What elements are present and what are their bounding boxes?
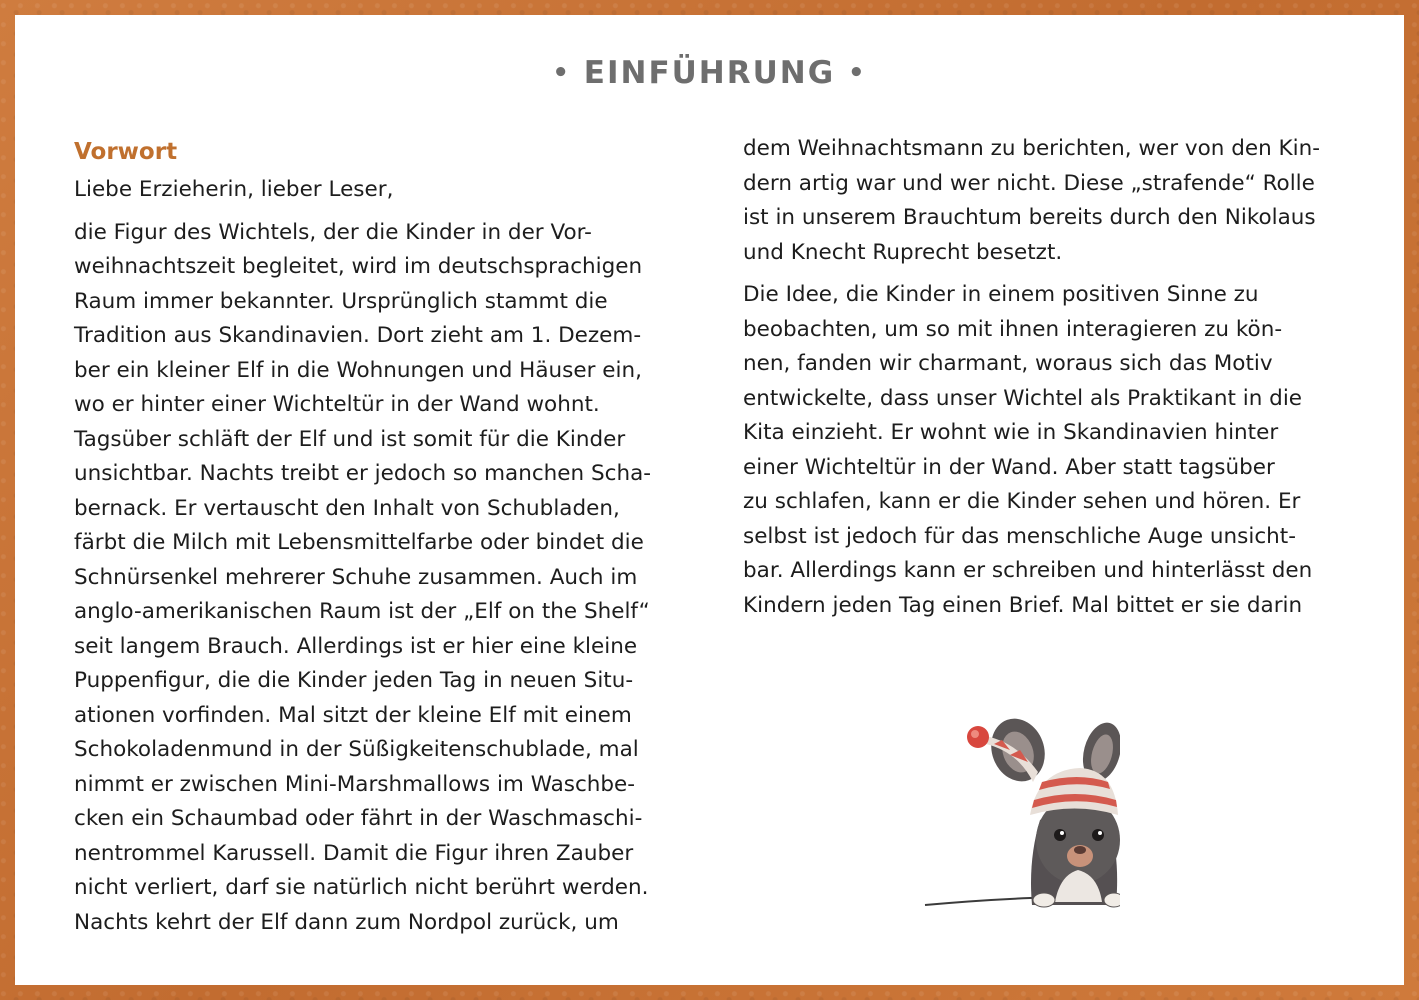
left-column xyxy=(74,135,689,948)
bullet-right: • xyxy=(847,58,867,88)
mouse-with-striped-hat-icon xyxy=(920,710,1120,915)
section-title: EINFÜHRUNG xyxy=(583,55,836,91)
section-heading xyxy=(15,55,1404,91)
salutation: Liebe Erzieherin, lieber Leser, xyxy=(74,177,394,202)
subheading-vorwort: Vorwort xyxy=(74,139,178,165)
body-paragraph-right-2: Die Idee, die Kinder in einem positiven Sinne zu beobachten, um so mit ihnen interagieren zu kön- nen, fanden wir charmant, woraus sich das Motiv entwickelte, dass unser Wichtel als Praktikant in die Kita einzieht. Er wohnt wie in Skandinavien hinter einer Wichteltür in der Wand. Aber statt tagsüber zu schlafen, kann er die Kinder sehen und hören. Er selbst ist jedoch für das menschliche Auge unsicht- bar. Allerdings kann er schreiben und hinterlässt den Kindern jeden Tag einen Brief. Mal bittet er sie darin xyxy=(743,282,1313,618)
body-paragraph-right-1: dem Weihnachtsmann zu berichten, wer von den Kin- dern artig war und wer nicht. Diese „strafende“ Rolle ist in unserem Brauchtum bereits durch den Nikolaus und Knecht Ruprecht besetzt. xyxy=(743,136,1321,265)
bullet-left: • xyxy=(552,58,571,88)
right-column xyxy=(743,132,1363,631)
page-card xyxy=(15,15,1404,985)
body-paragraph-left: die Figur des Wichtels, der die Kinder in der Vor- weihnachtszeit begleitet, wird im deutschsprachigen Raum immer bekannter. Ursprünglich stammt die Tradition aus Skandinavien. Dort zieht am 1. Dezem- ber ein kleiner Elf in die Wohnungen und Häuser ein, wo er hinter einer Wichteltür in der Wand wohnt. Tagsüber schläft der Elf und ist somit für die Kinder unsichtbar. Nachts treibt er jedoch so manchen Scha- bernack. Er vertauscht den Inhalt von Schubladen, färbt die Milch mit Lebensmittelfarbe oder bindet die Schnürsenkel mehrerer Schuhe zusammen. Auch im anglo-amerikanischen Raum ist der „Elf on the Shelf“ seit langem Brauch. Allerdings ist er hier eine kleine Puppenfigur, die die Kinder jeden Tag in neuen Situ- ationen vorfinden. Mal sitzt der kleine Elf mit einem Schokoladenmund in der Süßigkeitenschublade, mal nimmt er zwischen Mini-Marshmallows im Waschbe- cken ein Schaumbad oder fährt in der Waschmaschi- nentrommel Karussell. Damit die Figur ihren Zauber nicht verliert, darf sie natürlich nicht berührt werden. Nachts kehrt der Elf dann zum Nordpol zurück, um xyxy=(74,219,652,935)
